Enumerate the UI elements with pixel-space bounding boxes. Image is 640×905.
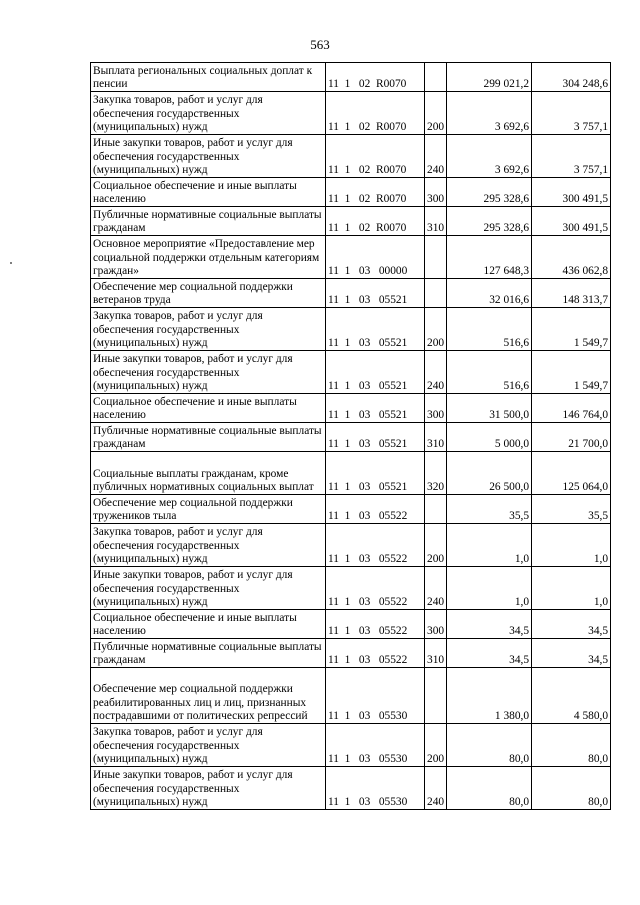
row-expense-type-cell: 300 [425,178,447,207]
row-expense-type-cell: 200 [425,524,447,567]
table-row [91,308,611,351]
row-value-year1-cell: 127 648,3 [447,236,532,279]
row-expense-type-cell: 240 [425,567,447,610]
row-expense-type-cell [425,495,447,524]
row-expense-type-cell [425,668,447,724]
row-name-cell: Закупка товаров, работ и услуг для обеспечения государственных (муниципальных) нужд [91,92,326,135]
row-code-cell: 11 1 03 05521 [326,394,425,423]
budget-table-body [91,63,611,810]
row-name-cell: Социальное обеспечение и иные выплаты населению [91,178,326,207]
row-expense-type-cell [425,236,447,279]
row-value-year2-cell: 300 491,5 [532,207,611,236]
row-value-year2-cell: 146 764,0 [532,394,611,423]
row-value-year2-cell: 1,0 [532,567,611,610]
row-name-cell: Публичные нормативные социальные выплаты гражданам [91,639,326,668]
row-value-year1-cell: 5 000,0 [447,423,532,452]
row-value-year1-cell: 1,0 [447,524,532,567]
row-value-year2-cell: 1,0 [532,524,611,567]
row-name-cell: Закупка товаров, работ и услуг для обеспечения государственных (муниципальных) нужд [91,524,326,567]
table-row [91,639,611,668]
row-value-year1-cell: 1,0 [447,567,532,610]
row-code-cell: 11 1 03 05521 [326,308,425,351]
row-name-cell: Основное мероприятие «Предоставление мер социальной поддержки отдельным категориям граждан» [91,236,326,279]
row-value-year1-cell: 3 692,6 [447,135,532,178]
row-name-cell: Публичные нормативные социальные выплаты гражданам [91,207,326,236]
row-code-cell: 11 1 03 05521 [326,351,425,394]
table-row [91,63,611,92]
row-expense-type-cell [425,279,447,308]
row-expense-type-cell: 310 [425,207,447,236]
row-code-cell: 11 1 03 05522 [326,610,425,639]
table-row [91,668,611,724]
row-value-year2-cell: 300 491,5 [532,178,611,207]
table-row [91,524,611,567]
table-row [91,452,611,495]
row-expense-type-cell: 240 [425,351,447,394]
row-code-cell: 11 1 03 05522 [326,639,425,668]
row-expense-type-cell: 320 [425,452,447,495]
row-name-cell: Иные закупки товаров, работ и услуг для обеспечения государственных (муниципальных) нужд [91,767,326,810]
row-name-cell: Обеспечение мер социальной поддержки ветеранов труда [91,279,326,308]
row-code-cell: 11 1 03 05522 [326,567,425,610]
row-value-year2-cell: 34,5 [532,639,611,668]
row-code-cell: 11 1 03 05522 [326,495,425,524]
row-value-year1-cell: 31 500,0 [447,394,532,423]
row-name-cell: Закупка товаров, работ и услуг для обеспечения государственных (муниципальных) нужд [91,308,326,351]
row-expense-type-cell: 310 [425,423,447,452]
row-code-cell: 11 1 02 R0070 [326,92,425,135]
row-value-year2-cell: 34,5 [532,610,611,639]
row-name-cell: Иные закупки товаров, работ и услуг для обеспечения государственных (муниципальных) нужд [91,567,326,610]
row-name-cell: Иные закупки товаров, работ и услуг для обеспечения государственных (муниципальных) нужд [91,135,326,178]
row-value-year2-cell: 3 757,1 [532,135,611,178]
row-expense-type-cell: 200 [425,724,447,767]
row-value-year1-cell: 295 328,6 [447,178,532,207]
table-row [91,423,611,452]
row-value-year1-cell: 35,5 [447,495,532,524]
row-value-year2-cell: 21 700,0 [532,423,611,452]
row-value-year1-cell: 34,5 [447,610,532,639]
row-code-cell: 11 1 03 00000 [326,236,425,279]
row-value-year2-cell: 35,5 [532,495,611,524]
row-name-cell: Обеспечение мер социальной поддержки тружеников тыла [91,495,326,524]
row-value-year2-cell: 80,0 [532,724,611,767]
row-value-year2-cell: 80,0 [532,767,611,810]
row-value-year1-cell: 80,0 [447,724,532,767]
row-code-cell: 11 1 03 05521 [326,423,425,452]
row-name-cell: Социальные выплаты гражданам, кроме публичных нормативных социальных выплат [91,452,326,495]
table-row [91,394,611,423]
table-row [91,279,611,308]
row-value-year1-cell: 80,0 [447,767,532,810]
row-value-year2-cell: 1 549,7 [532,308,611,351]
row-code-cell: 11 1 03 05530 [326,724,425,767]
row-name-cell: Публичные нормативные социальные выплаты гражданам [91,423,326,452]
row-value-year1-cell: 516,6 [447,351,532,394]
row-value-year1-cell: 32 016,6 [447,279,532,308]
row-code-cell: 11 1 03 05521 [326,452,425,495]
table-row [91,92,611,135]
row-code-cell: 11 1 02 R0070 [326,178,425,207]
row-value-year1-cell: 1 380,0 [447,668,532,724]
row-value-year1-cell: 516,6 [447,308,532,351]
row-value-year1-cell: 34,5 [447,639,532,668]
margin-mark [10,262,12,264]
table-row [91,207,611,236]
row-code-cell: 11 1 03 05530 [326,767,425,810]
row-code-cell: 11 1 02 R0070 [326,135,425,178]
row-name-cell: Закупка товаров, работ и услуг для обеспечения государственных (муниципальных) нужд [91,724,326,767]
table-row [91,767,611,810]
row-value-year1-cell: 3 692,6 [447,92,532,135]
row-expense-type-cell: 200 [425,308,447,351]
budget-table [90,62,611,810]
table-row [91,567,611,610]
row-expense-type-cell: 240 [425,767,447,810]
row-expense-type-cell: 300 [425,394,447,423]
row-expense-type-cell [425,63,447,92]
row-name-cell: Обеспечение мер социальной поддержки реабилитированных лиц и лиц, признанных пострадавшими от политических репрессий [91,668,326,724]
page-number: 563 [310,37,330,52]
table-row [91,351,611,394]
row-value-year2-cell: 1 549,7 [532,351,611,394]
row-expense-type-cell: 200 [425,92,447,135]
row-name-cell: Иные закупки товаров, работ и услуг для обеспечения государственных (муниципальных) нужд [91,351,326,394]
row-value-year2-cell: 125 064,0 [532,452,611,495]
row-code-cell: 11 1 03 05521 [326,279,425,308]
table-row [91,495,611,524]
row-code-cell: 11 1 03 05530 [326,668,425,724]
row-value-year1-cell: 26 500,0 [447,452,532,495]
row-value-year1-cell: 295 328,6 [447,207,532,236]
table-row [91,236,611,279]
row-code-cell: 11 1 03 05522 [326,524,425,567]
row-value-year2-cell: 148 313,7 [532,279,611,308]
row-name-cell: Социальное обеспечение и иные выплаты населению [91,394,326,423]
row-code-cell: 11 1 02 R0070 [326,207,425,236]
row-value-year2-cell: 436 062,8 [532,236,611,279]
row-value-year2-cell: 4 580,0 [532,668,611,724]
table-row [91,610,611,639]
row-expense-type-cell: 300 [425,610,447,639]
row-expense-type-cell: 310 [425,639,447,668]
table-row [91,724,611,767]
table-row [91,135,611,178]
row-code-cell: 11 1 02 R0070 [326,63,425,92]
row-value-year2-cell: 304 248,6 [532,63,611,92]
row-value-year1-cell: 299 021,2 [447,63,532,92]
table-row [91,178,611,207]
row-name-cell: Социальное обеспечение и иные выплаты населению [91,610,326,639]
row-name-cell: Выплата региональных социальных доплат к пенсии [91,63,326,92]
row-value-year2-cell: 3 757,1 [532,92,611,135]
row-expense-type-cell: 240 [425,135,447,178]
